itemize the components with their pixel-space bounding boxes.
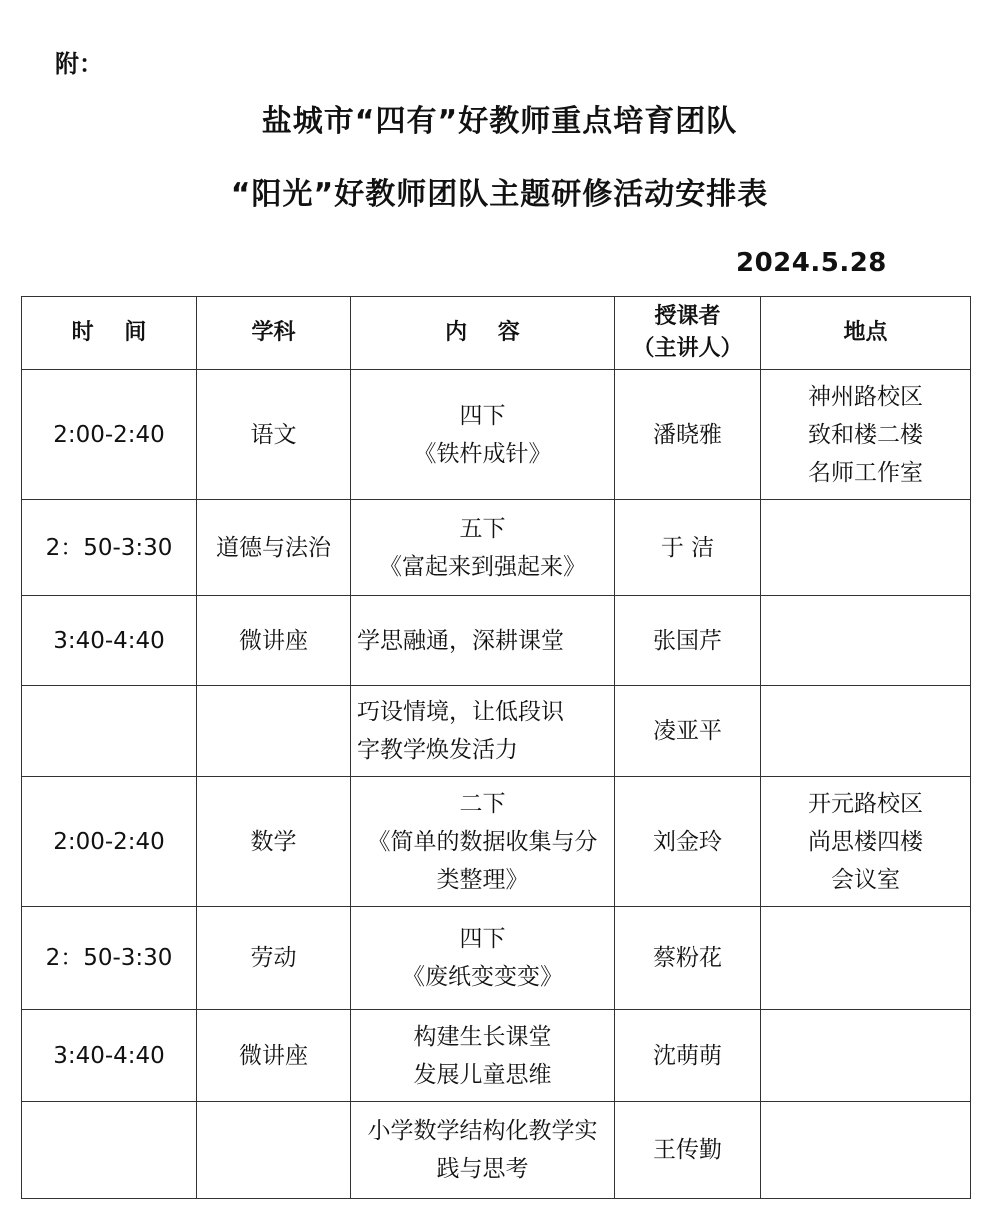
content-line: 《简单的数据收集与分 bbox=[367, 828, 598, 855]
content-line: 构建生长课堂 bbox=[413, 1023, 552, 1050]
content-line: 《铁杵成针》 bbox=[413, 440, 552, 467]
location-line: 尚思楼四楼 bbox=[808, 828, 923, 855]
content-line: 《废纸变变变》 bbox=[402, 964, 563, 990]
cell-subject bbox=[197, 1102, 351, 1199]
header-lecturer bbox=[615, 297, 761, 370]
cell-location bbox=[761, 370, 971, 500]
content-line: 字教学焕发活力 bbox=[357, 737, 518, 763]
content-line: 发展儿童思维 bbox=[413, 1061, 552, 1088]
content-line: 五下 bbox=[459, 515, 506, 542]
content-line: 类整理》 bbox=[436, 866, 529, 893]
content-line: 四下 bbox=[459, 926, 506, 952]
content-line: 小学数学结构化教学实 bbox=[367, 1118, 598, 1144]
cell-subject: 道德与法治 bbox=[197, 500, 351, 596]
cell-lecturer: 凌亚平 bbox=[615, 686, 761, 777]
cell-time bbox=[22, 1102, 197, 1199]
cell-lecturer: 张国芹 bbox=[615, 596, 761, 686]
table-row bbox=[22, 1102, 971, 1199]
cell-subject: 劳动 bbox=[197, 907, 351, 1010]
cell-subject: 语文 bbox=[197, 370, 351, 500]
cell-location bbox=[761, 1010, 971, 1102]
content-line: 学思融通，深耕课堂 bbox=[357, 627, 564, 654]
location-line: 会议室 bbox=[831, 866, 900, 893]
cell-content bbox=[351, 1010, 615, 1102]
cell-lecturer: 刘金玲 bbox=[615, 777, 761, 907]
document-title: 盐城市“四有”好教师重点培育团队 bbox=[261, 104, 738, 139]
cell-content bbox=[351, 686, 615, 777]
header-location: 地点 bbox=[761, 297, 971, 370]
cell-lecturer: 潘晓雅 bbox=[615, 370, 761, 500]
location-line: 致和楼二楼 bbox=[808, 421, 923, 448]
header-time: 时 间 bbox=[22, 297, 197, 370]
table-row bbox=[22, 686, 971, 777]
table-row bbox=[22, 500, 971, 596]
content-line: 四下 bbox=[459, 402, 506, 429]
schedule-body bbox=[22, 370, 971, 1199]
table-row bbox=[22, 777, 971, 907]
cell-time: 2：50-3:30 bbox=[22, 500, 197, 596]
table-row bbox=[22, 1010, 971, 1102]
header-lecturer-line2: （主讲人） bbox=[632, 336, 743, 361]
cell-lecturer: 蔡粉花 bbox=[615, 907, 761, 1010]
cell-time: 3:40-4:40 bbox=[22, 1010, 197, 1102]
cell-location bbox=[761, 596, 971, 686]
content-line: 二下 bbox=[459, 790, 506, 817]
location-line: 神州路校区 bbox=[808, 383, 923, 410]
cell-subject bbox=[197, 686, 351, 777]
cell-location bbox=[761, 500, 971, 596]
appendix-label: 附： bbox=[55, 50, 103, 78]
cell-content bbox=[351, 907, 615, 1010]
cell-location bbox=[761, 1102, 971, 1199]
header-subject: 学科 bbox=[197, 297, 351, 370]
cell-content bbox=[351, 596, 615, 686]
cell-location bbox=[761, 686, 971, 777]
header-content: 内 容 bbox=[351, 297, 615, 370]
content-line: 巧设情境，让低段识 bbox=[357, 699, 564, 725]
content-line: 《富起来到强起来》 bbox=[379, 553, 586, 580]
cell-location bbox=[761, 777, 971, 907]
cell-content bbox=[351, 370, 615, 500]
location-line: 名师工作室 bbox=[808, 459, 923, 486]
cell-lecturer: 王传勤 bbox=[615, 1102, 761, 1199]
header-lecturer-line1: 授课者 bbox=[654, 304, 721, 329]
table-row bbox=[22, 907, 971, 1010]
cell-time: 2:00-2:40 bbox=[22, 777, 197, 907]
cell-time: 2：50-3:30 bbox=[22, 907, 197, 1010]
cell-subject: 数学 bbox=[197, 777, 351, 907]
document-subtitle: “阳光”好教师团队主题研修活动安排表 bbox=[230, 177, 769, 212]
location-line: 开元路校区 bbox=[808, 790, 923, 817]
schedule-table bbox=[21, 296, 971, 1199]
cell-time: 3:40-4:40 bbox=[22, 596, 197, 686]
table-row bbox=[22, 370, 971, 500]
cell-content bbox=[351, 1102, 615, 1199]
cell-time bbox=[22, 686, 197, 777]
cell-location bbox=[761, 907, 971, 1010]
table-header-row bbox=[22, 297, 971, 370]
cell-time: 2:00-2:40 bbox=[22, 370, 197, 500]
cell-lecturer: 于 洁 bbox=[615, 500, 761, 596]
document-date: 2024.5.28 bbox=[736, 248, 887, 278]
cell-subject: 微讲座 bbox=[197, 596, 351, 686]
cell-lecturer: 沈萌萌 bbox=[615, 1010, 761, 1102]
cell-content bbox=[351, 500, 615, 596]
cell-content bbox=[351, 777, 615, 907]
content-line: 践与思考 bbox=[436, 1156, 529, 1182]
table-row bbox=[22, 596, 971, 686]
cell-subject: 微讲座 bbox=[197, 1010, 351, 1102]
